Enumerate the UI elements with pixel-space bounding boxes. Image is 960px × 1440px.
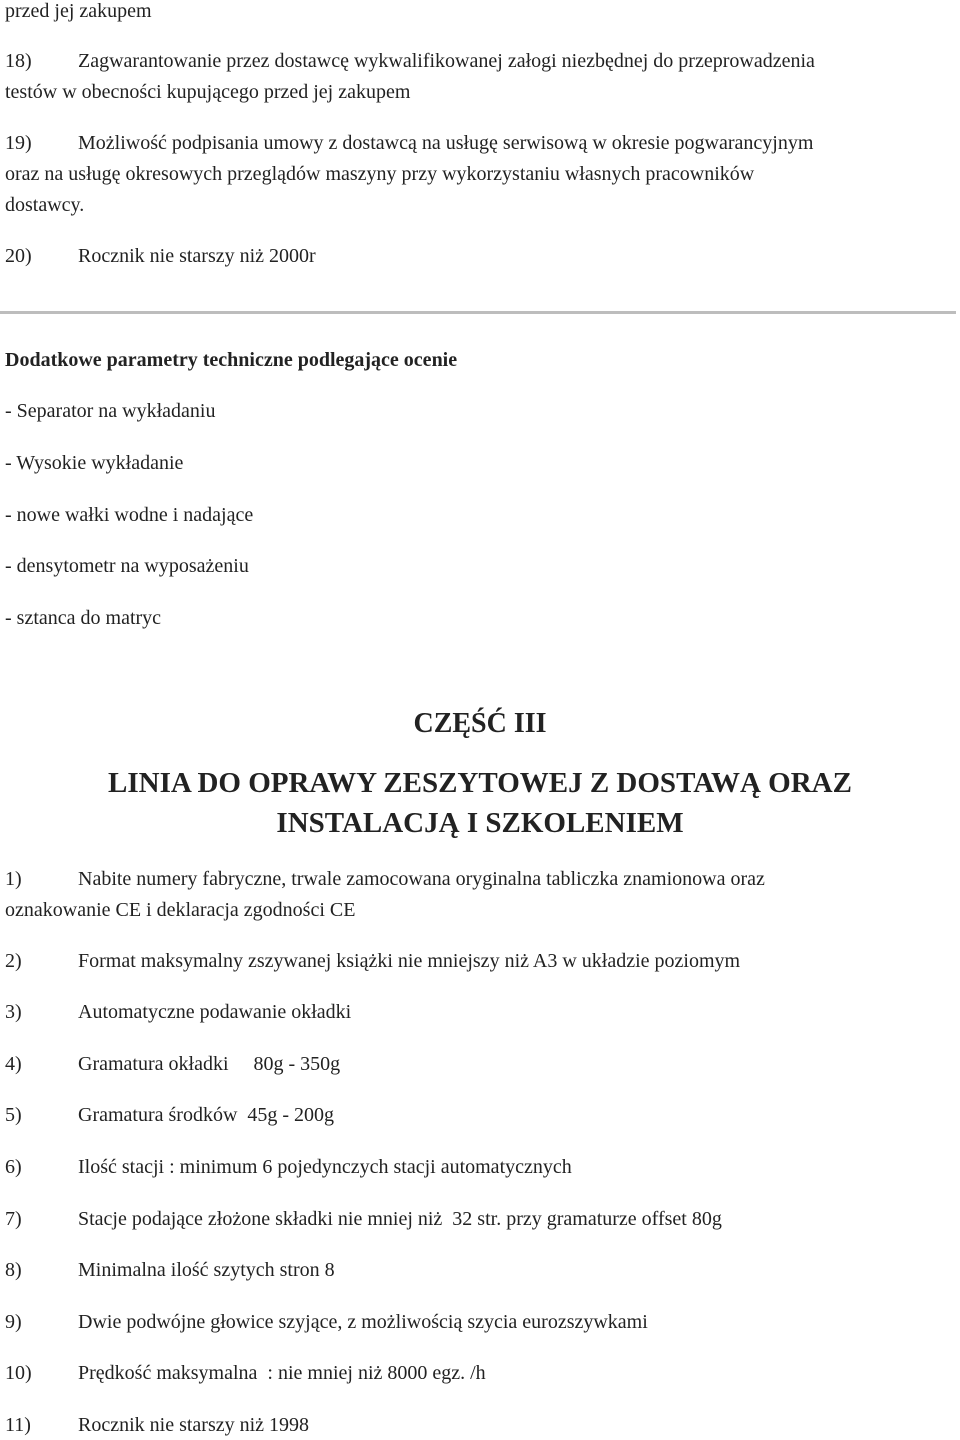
item-number: 20) xyxy=(5,245,32,267)
list-item-6 xyxy=(5,1156,572,1178)
extra-params-heading: Dodatkowe parametry techniczne podlegające ocenie xyxy=(5,349,458,371)
extra-param-item: - Separator na wykładaniu xyxy=(5,400,216,422)
extra-param-item: - nowe wałki wodne i nadające xyxy=(5,504,254,526)
item-19-continuation: dostawcy. xyxy=(5,194,85,216)
item-number: 2) xyxy=(5,950,22,972)
list-item-10 xyxy=(5,1362,486,1384)
item-number: 7) xyxy=(5,1208,22,1230)
item-text: Zagwarantowanie przez dostawcę wykwalifikowanej załogi niezbędnej do przeprowadzenia xyxy=(78,50,815,72)
item-18-continuation: testów w obecności kupującego przed jej zakupem xyxy=(5,81,411,103)
item-text: Ilość stacji : minimum 6 pojedynczych stacji automatycznych xyxy=(78,1156,572,1178)
list-item-2 xyxy=(5,950,740,972)
item-number: 4) xyxy=(5,1053,22,1075)
section-title-line1: LINIA DO OPRAWY ZESZYTOWEJ Z DOSTAWĄ ORAZ xyxy=(108,767,852,799)
item-text: Format maksymalny zszywanej książki nie mniejszy niż A3 w układzie poziomym xyxy=(78,950,741,972)
list-item-9 xyxy=(5,1311,648,1333)
item-number: 19) xyxy=(5,132,32,154)
extra-param-item: - Wysokie wykładanie xyxy=(5,452,184,474)
continued-text: przed jej zakupem xyxy=(5,0,152,22)
item-text: Nabite numery fabryczne, trwale zamocowana oryginalna tabliczka znamionowa oraz xyxy=(78,868,765,890)
list-item-11 xyxy=(5,1414,309,1436)
list-item-3 xyxy=(5,1001,351,1023)
item-text: Gramatura okładki 80g - 350g xyxy=(78,1053,341,1075)
list-item-4 xyxy=(5,1053,340,1075)
item-number: 5) xyxy=(5,1104,22,1126)
item-text: Minimalna ilość szytych stron 8 xyxy=(78,1259,335,1281)
list-item-5 xyxy=(5,1104,334,1126)
item-number: 1) xyxy=(5,868,22,890)
list-item-19 xyxy=(5,132,813,154)
item-number: 10) xyxy=(5,1362,32,1384)
item-text: Gramatura środków 45g - 200g xyxy=(78,1104,335,1126)
item-text: Stacje podające złożone składki nie mniej niż 32 str. przy gramaturze offset 80g xyxy=(78,1208,722,1230)
section-part-heading: CZĘŚĆ III xyxy=(413,708,547,739)
list-item-18 xyxy=(5,50,815,72)
list-item-20 xyxy=(5,245,316,267)
item-number: 11) xyxy=(5,1414,31,1436)
item-text: Dwie podwójne głowice szyjące, z możliwością szycia eurozszywkami xyxy=(78,1311,648,1333)
item-number: 8) xyxy=(5,1259,22,1281)
extra-param-item: - sztanca do matryc xyxy=(5,607,162,629)
item-text: Rocznik nie starszy niż 2000r xyxy=(78,245,316,267)
item-19-continuation: oraz na usługę okresowych przeglądów maszyny przy wykorzystaniu własnych pracowników xyxy=(5,163,755,185)
list-item-8 xyxy=(5,1259,335,1281)
item-text: Możliwość podpisania umowy z dostawcą na usługę serwisową w okresie pogwarancyjnym xyxy=(78,132,814,154)
item-1-continuation: oznakowanie CE i deklaracja zgodności CE xyxy=(5,899,356,921)
item-text: Automatyczne podawanie okładki xyxy=(78,1001,352,1023)
list-item-1 xyxy=(5,868,765,890)
section-title-line2: INSTALACJĄ I SZKOLENIEM xyxy=(276,807,684,839)
extra-param-item: - densytometr na wyposażeniu xyxy=(5,555,249,577)
item-number: 3) xyxy=(5,1001,22,1023)
item-number: 9) xyxy=(5,1311,22,1333)
list-item-7 xyxy=(5,1208,722,1230)
item-text: Prędkość maksymalna : nie mniej niż 8000 egz. /h xyxy=(78,1362,486,1384)
item-text: Rocznik nie starszy niż 1998 xyxy=(78,1414,310,1436)
item-number: 6) xyxy=(5,1156,22,1178)
item-number: 18) xyxy=(5,50,32,72)
horizontal-divider xyxy=(0,311,956,314)
